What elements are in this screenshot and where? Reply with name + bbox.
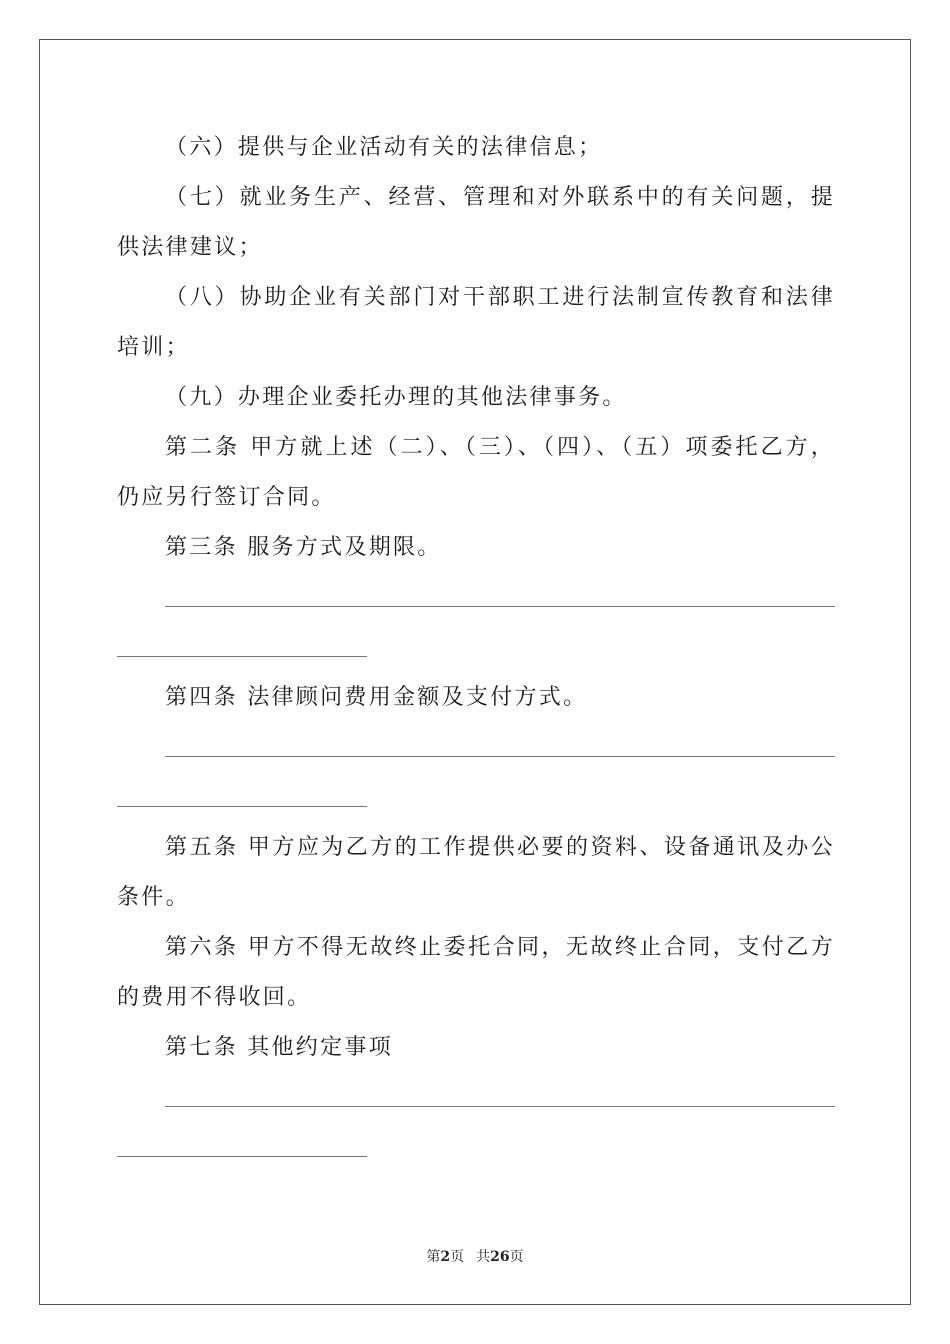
blank-line	[165, 756, 835, 757]
blank-line	[165, 606, 835, 607]
document-body	[117, 123, 835, 1173]
fill-in-blank-article-3	[117, 573, 835, 673]
fill-in-blank-article-4	[117, 723, 835, 823]
fill-in-blank-article-7	[117, 1073, 835, 1173]
page-prefix: 第	[426, 1249, 441, 1265]
total-prefix: 共	[476, 1249, 491, 1265]
paragraph-article-6: 第六条 甲方不得无故终止委托合同，无故终止合同，支付乙方的费用不得收回。	[117, 935, 835, 1010]
blank-line	[117, 656, 367, 657]
blank-line	[117, 1156, 367, 1157]
page-number: 2	[440, 1249, 451, 1265]
paragraph-item-7: （七）就业务生产、经营、管理和对外联系中的有关问题，提供法律建议；	[117, 185, 835, 260]
page-footer	[0, 1246, 950, 1266]
paragraph-article-3: 第三条 服务方式及期限。	[165, 535, 442, 560]
page-suffix: 页	[450, 1249, 465, 1265]
paragraph-item-8: （八）协助企业有关部门对干部职工进行法制宣传教育和法律培训；	[117, 285, 835, 360]
paragraph-article-2: 第二条 甲方就上述（二）、（三）、（四）、（五）项委托乙方，仍应另行签订合同。	[117, 435, 835, 510]
paragraph-article-4: 第四条 法律顾问费用金额及支付方式。	[165, 685, 588, 710]
paragraph-item-9: （九）办理企业委托办理的其他法律事务。	[165, 385, 627, 410]
total-suffix: 页	[509, 1249, 524, 1265]
blank-line	[117, 806, 367, 807]
blank-line	[165, 1106, 835, 1107]
paragraph-item-6: （六）提供与企业活动有关的法律信息；	[165, 135, 603, 160]
total-pages: 26	[490, 1249, 510, 1265]
paragraph-article-7: 第七条 其他约定事项	[165, 1035, 393, 1060]
paragraph-article-5: 第五条 甲方应为乙方的工作提供必要的资料、设备通讯及办公条件。	[117, 835, 835, 910]
